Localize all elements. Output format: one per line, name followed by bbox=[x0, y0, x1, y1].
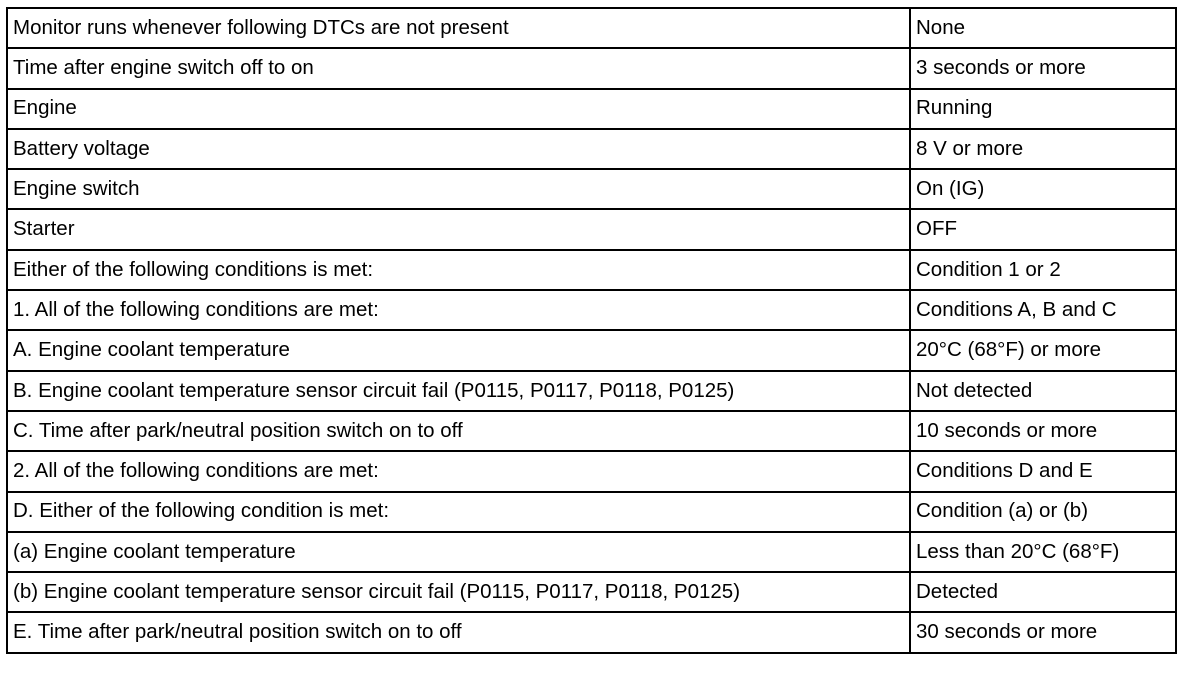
table-row bbox=[7, 451, 1176, 491]
condition-item-cell: Engine switch bbox=[7, 169, 910, 209]
condition-item-cell: Battery voltage bbox=[7, 129, 910, 169]
condition-value-cell: Condition 1 or 2 bbox=[910, 250, 1176, 290]
condition-value-cell: 20°C (68°F) or more bbox=[910, 330, 1176, 370]
table-row bbox=[7, 48, 1176, 88]
condition-value-cell: Running bbox=[910, 89, 1176, 129]
table-row bbox=[7, 411, 1176, 451]
table-row bbox=[7, 290, 1176, 330]
condition-value-cell: 3 seconds or more bbox=[910, 48, 1176, 88]
condition-value-cell: Less than 20°C (68°F) bbox=[910, 532, 1176, 572]
condition-value-cell: 10 seconds or more bbox=[910, 411, 1176, 451]
table-row bbox=[7, 612, 1176, 652]
condition-value-cell: On (IG) bbox=[910, 169, 1176, 209]
condition-item-cell: 1. All of the following conditions are met: bbox=[7, 290, 910, 330]
condition-value-cell: Conditions D and E bbox=[910, 451, 1176, 491]
table-row bbox=[7, 8, 1176, 48]
condition-value-cell: None bbox=[910, 8, 1176, 48]
condition-value-cell: OFF bbox=[910, 209, 1176, 249]
table-row bbox=[7, 572, 1176, 612]
condition-value-cell: Detected bbox=[910, 572, 1176, 612]
condition-item-cell: (a) Engine coolant temperature bbox=[7, 532, 910, 572]
condition-value-cell: 8 V or more bbox=[910, 129, 1176, 169]
condition-item-cell: Monitor runs whenever following DTCs are not present bbox=[7, 8, 910, 48]
condition-item-cell: A. Engine coolant temperature bbox=[7, 330, 910, 370]
condition-item-cell: D. Either of the following condition is met: bbox=[7, 492, 910, 532]
condition-item-cell: E. Time after park/neutral position switch on to off bbox=[7, 612, 910, 652]
condition-value-cell: Not detected bbox=[910, 371, 1176, 411]
table-row bbox=[7, 330, 1176, 370]
condition-item-cell: C. Time after park/neutral position switch on to off bbox=[7, 411, 910, 451]
condition-value-cell: 30 seconds or more bbox=[910, 612, 1176, 652]
table-row bbox=[7, 492, 1176, 532]
table-row bbox=[7, 129, 1176, 169]
condition-item-cell: Engine bbox=[7, 89, 910, 129]
condition-item-cell: (b) Engine coolant temperature sensor circuit fail (P0115, P0117, P0118, P0125) bbox=[7, 572, 910, 612]
table-row bbox=[7, 89, 1176, 129]
table-row bbox=[7, 371, 1176, 411]
conditions-table bbox=[6, 7, 1177, 654]
table-row bbox=[7, 169, 1176, 209]
conditions-table-body bbox=[7, 8, 1176, 653]
table-row bbox=[7, 532, 1176, 572]
condition-value-cell: Condition (a) or (b) bbox=[910, 492, 1176, 532]
condition-item-cell: Starter bbox=[7, 209, 910, 249]
table-row bbox=[7, 250, 1176, 290]
condition-item-cell: 2. All of the following conditions are met: bbox=[7, 451, 910, 491]
condition-item-cell: Either of the following conditions is met: bbox=[7, 250, 910, 290]
table-row bbox=[7, 209, 1176, 249]
condition-item-cell: Time after engine switch off to on bbox=[7, 48, 910, 88]
condition-value-cell: Conditions A, B and C bbox=[910, 290, 1176, 330]
condition-item-cell: B. Engine coolant temperature sensor circuit fail (P0115, P0117, P0118, P0125) bbox=[7, 371, 910, 411]
